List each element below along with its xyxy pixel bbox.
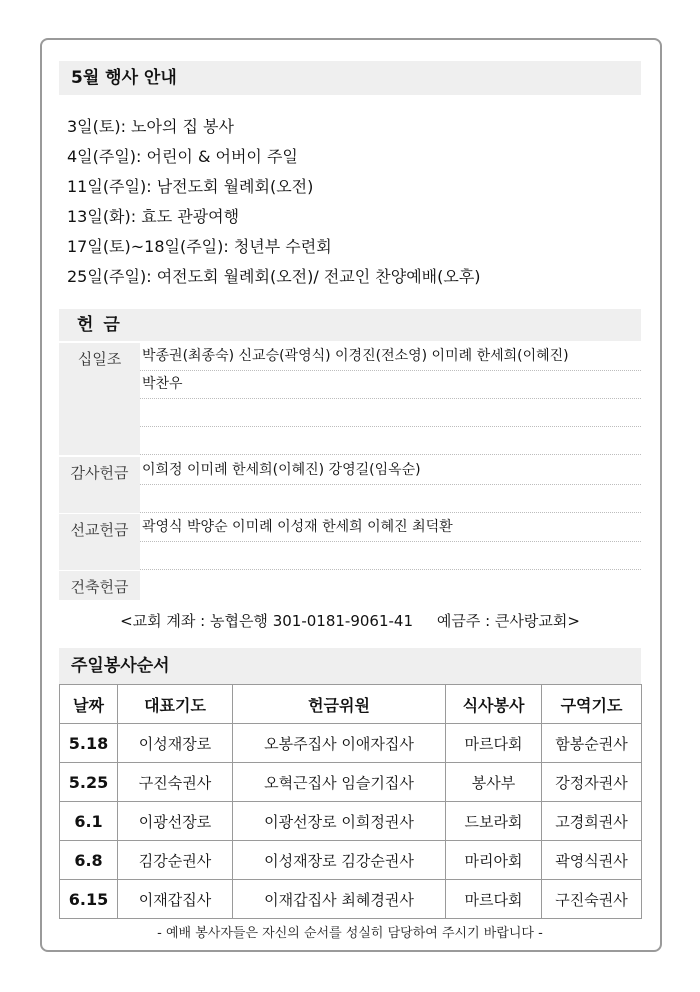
- date-cell: 5.18: [60, 724, 118, 763]
- table-cell: 구진숙권사: [118, 763, 233, 802]
- date-cell: 6.1: [60, 802, 118, 841]
- column-header: 헌금위원: [233, 685, 446, 724]
- offering-line: [140, 542, 641, 570]
- service-title: 주일봉사순서: [59, 648, 641, 684]
- offering-label: 선교헌금: [59, 514, 140, 570]
- column-header: 구역기도: [542, 685, 642, 724]
- table-cell: 마르다회: [446, 880, 542, 919]
- table-row: [60, 763, 642, 802]
- table-cell: 구진숙권사: [542, 880, 642, 919]
- table-cell: 마르다회: [446, 724, 542, 763]
- event-item: 4일(주일): 어린이 & 어버이 주일: [67, 147, 298, 166]
- table-cell: 곽영식권사: [542, 841, 642, 880]
- table-row: [60, 880, 642, 919]
- events-title: 5월 행사 안내: [59, 61, 641, 95]
- church-account: <교회 계좌 : 농협은행 301-0181-9061-41 예금주 : 큰사랑교회>: [120, 612, 580, 630]
- offering-line: [140, 571, 641, 599]
- table-row: [60, 802, 642, 841]
- offering-group-tithe: [59, 343, 641, 455]
- event-item: 11일(주일): 남전도회 월례회(오전): [67, 177, 314, 196]
- table-cell: 마리아회: [446, 841, 542, 880]
- offering-label: 감사헌금: [59, 457, 140, 513]
- event-item: 3일(토): 노아의 집 봉사: [67, 117, 234, 136]
- service-table: [59, 684, 642, 919]
- offering-line: [140, 399, 641, 427]
- date-cell: 6.8: [60, 841, 118, 880]
- table-cell: 이재갑집사 최혜경권사: [233, 880, 446, 919]
- offering-line: 박종권(최종숙) 신교승(곽영식) 이경진(전소영) 이미례 한세희(이혜진): [140, 343, 641, 371]
- service-note: - 예배 봉사자들은 자신의 순서를 성실히 담당하여 주시기 바랍니다 -: [157, 926, 543, 941]
- offering-line: 곽영식 박양순 이미례 이성재 한세희 이혜진 최덕환: [140, 514, 641, 542]
- table-cell: 이재갑집사: [118, 880, 233, 919]
- offering-group-mission: [59, 514, 641, 570]
- table-cell: 함봉순권사: [542, 724, 642, 763]
- offering-label: 십일조: [59, 343, 140, 455]
- table-cell: 김강순권사: [118, 841, 233, 880]
- offering-title: 헌 금: [59, 309, 641, 341]
- column-header: 식사봉사: [446, 685, 542, 724]
- table-cell: 이성재장로: [118, 724, 233, 763]
- table-cell: 이성재장로 김강순권사: [233, 841, 446, 880]
- offering-group-building: [59, 571, 641, 600]
- table-cell: 이광선장로 이희정권사: [233, 802, 446, 841]
- table-cell: 이광선장로: [118, 802, 233, 841]
- event-item: 17일(토)~18일(주일): 청년부 수련회: [67, 237, 332, 256]
- column-header: 날짜: [60, 685, 118, 724]
- table-row: [60, 841, 642, 880]
- table-cell: 강정자권사: [542, 763, 642, 802]
- date-cell: 6.15: [60, 880, 118, 919]
- offering-group-thanks: [59, 457, 641, 513]
- table-cell: 고경희권사: [542, 802, 642, 841]
- events-list: [67, 114, 481, 294]
- table-cell: 봉사부: [446, 763, 542, 802]
- date-cell: 5.25: [60, 763, 118, 802]
- event-item: 25일(주일): 여전도회 월례회(오전)/ 전교인 찬양예배(오후): [67, 267, 481, 286]
- offering-line: 박찬우: [140, 371, 641, 399]
- offering-line: [140, 485, 641, 513]
- table-cell: 드보라회: [446, 802, 542, 841]
- table-cell: 오혁근집사 임슬기집사: [233, 763, 446, 802]
- table-cell: 오봉주집사 이애자집사: [233, 724, 446, 763]
- column-header: 대표기도: [118, 685, 233, 724]
- event-item: 13일(화): 효도 관광여행: [67, 207, 240, 226]
- table-row: [60, 724, 642, 763]
- offering-line: [140, 427, 641, 455]
- offering-line: 이희정 이미례 한세희(이혜진) 강영길(임옥순): [140, 457, 641, 485]
- offering-label: 건축헌금: [59, 571, 140, 600]
- table-header-row: [60, 685, 642, 724]
